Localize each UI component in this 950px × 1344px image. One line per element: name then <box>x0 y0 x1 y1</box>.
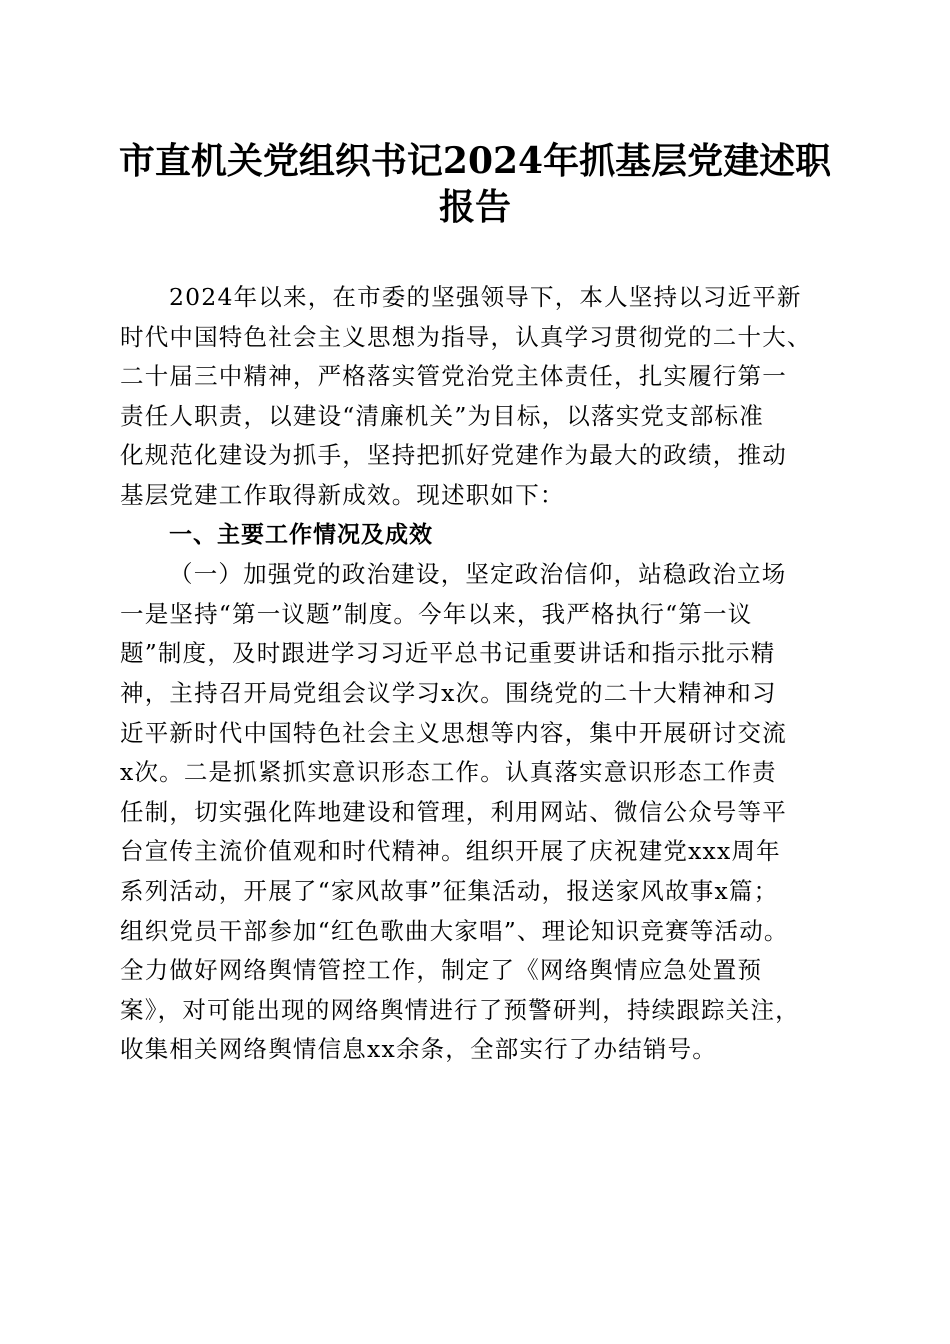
subsection-paragraph <box>120 595 832 1070</box>
paragraph-line: 题”制度，及时跟进学习习近平总书记重要讲话和指示批示精 <box>120 639 776 668</box>
paragraph-line: 二十届三中精神，严格落实管党治党主体责任，扎实履行第一 <box>120 362 787 391</box>
paragraph-line: 化规范化建设为抓手，坚持把抓好党建作为最大的政绩，推动 <box>120 441 787 470</box>
paragraph-line: 时代中国特色社会主义思想为指导，认真学习贯彻党的二十大、 <box>120 322 812 351</box>
paragraph-line: 责任人职责，以建设“清廉机关”为目标，以落实党支部标准 <box>120 401 764 430</box>
paragraph-line: 基层党建工作取得新成效。现述职如下： <box>120 480 565 509</box>
subsection-heading: （一）加强党的政治建设，坚定政治信仰，站稳政治立场 <box>169 560 787 589</box>
intro-paragraph <box>120 278 832 516</box>
paragraph-line: 一是坚持“第一议题”制度。今年以来，我严格执行“第一议 <box>120 599 753 628</box>
paragraph-line: 台宣传主流价值观和时代精神。组织开展了庆祝建党xxx周年 <box>120 837 781 866</box>
paragraph-line: 组织党员干部参加“红色歌曲大家唱”、理论知识竞赛等活动。 <box>120 916 789 945</box>
paragraph-line: 收集相关网络舆情信息xx余条，全部实行了办结销号。 <box>120 1035 718 1064</box>
title-line: 市直机关党组织书记2024年抓基层党建述职 <box>118 140 832 182</box>
paragraph-line: 近平新时代中国特色社会主义思想等内容，集中开展研讨交流 <box>120 718 787 747</box>
paragraph-line: 2024年以来，在市委的坚强领导下，本人坚持以习近平新 <box>169 283 802 311</box>
document-title <box>100 138 850 230</box>
paragraph-line: 全力做好网络舆情管控工作，制定了《网络舆情应急处置预 <box>120 956 763 985</box>
paragraph-line: x次。二是抓紧抓实意识形态工作。认真落实意识形态工作责 <box>120 758 777 787</box>
title-line: 报告 <box>438 186 511 228</box>
paragraph-line: 系列活动，开展了“家风故事”征集活动，报送家风故事x篇； <box>120 876 779 905</box>
paragraph-line: 案》，对可能出现的网络舆情进行了预警研判，持续跟踪关注， <box>120 995 800 1024</box>
paragraph-line: 任制，切实强化阵地建设和管理，利用网站、微信公众号等平 <box>120 797 787 826</box>
section-heading: 一、主要工作情况及成效 <box>169 521 433 548</box>
paragraph-line: 神，主持召开局党组会议学习x次。围绕党的二十大精神和习 <box>120 678 777 707</box>
document-body <box>120 278 832 1070</box>
